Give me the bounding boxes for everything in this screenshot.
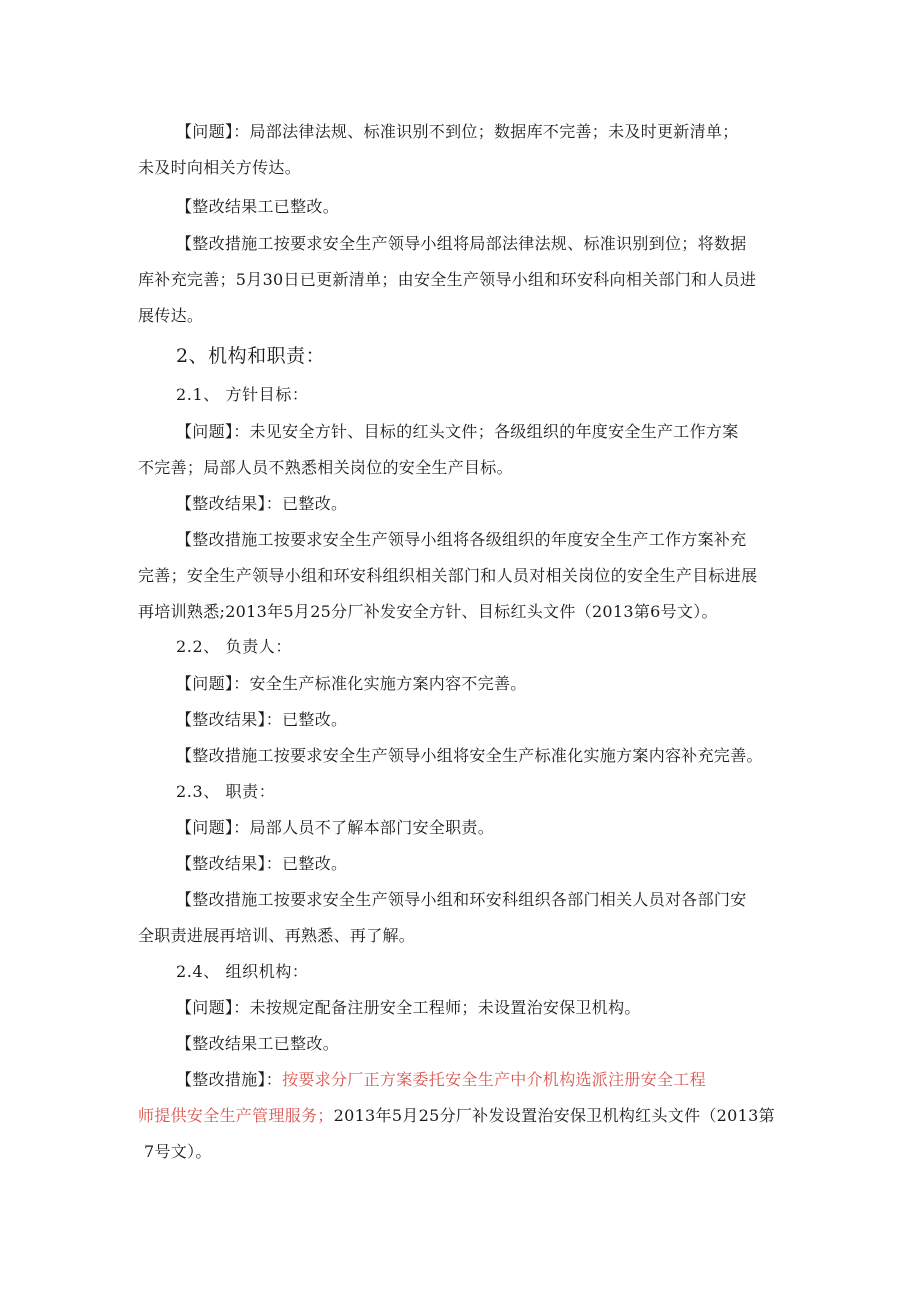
result-text: 【整改结果】：已整改。	[176, 710, 348, 729]
measure-text-rest: 2013年5月25分厂补发设置治安保卫机构红头文件（2013第	[333, 1106, 775, 1125]
measure-text-cont: 全职责进展再培训、再熟悉、再了解。	[138, 926, 416, 945]
measure-text-cont: 再培训熟悉;2013年5月25分厂补发安全方针、目标红头文件（2013第6号文）。	[138, 602, 718, 621]
problem-text: 【问题】：未按规定配备注册安全工程师；未设置治安保卫机构。	[176, 998, 641, 1017]
problem-text: 【问题】：安全生产标准化实施方案内容不完善。	[176, 674, 527, 693]
section-heading: 2、机构和职责：	[176, 345, 326, 367]
problem-text: 【问题】：未见安全方针、目标的红头文件；各级组织的年度安全生产工作方案	[176, 422, 739, 441]
measure-text-cont: 库补充完善；5月30日已更新清单；由安全生产领导小组和环安科向相关部门和人员进	[138, 270, 757, 289]
problem-text: 【问题】：局部人员不了解本部门安全职责。	[176, 818, 495, 837]
subsection-title: 2.3、 职责：	[176, 782, 276, 801]
measure-text: 【整改措施工按要求安全生产领导小组将局部法律法规、标准识别到位；将数据	[176, 234, 747, 253]
measure-text-cont	[138, 1106, 775, 1126]
measure-text: 【整改措施工按要求安全生产领导小组和环安科组织各部门相关人员对各部门安	[176, 890, 747, 909]
subsection-title: 2.2、 负责人：	[176, 637, 292, 656]
subsection-title: 2.1、 方针目标：	[176, 385, 309, 404]
result-text: 【整改结果】：已整改。	[176, 494, 348, 513]
measure-text-cont: 完善；安全生产领导小组和环安科组织相关部门和人员对相关岗位的安全生产目标进展	[138, 566, 758, 585]
problem-text-cont: 未及时向相关方传达。	[138, 158, 302, 177]
result-text: 【整改结果工已整改。	[176, 1034, 340, 1053]
problem-text: 【问题】：局部法律法规、标准识别不到位；数据库不完善；未及时更新清单；	[176, 122, 739, 141]
measure-text	[176, 1070, 706, 1090]
measure-label: 【整改措施】：	[176, 1070, 283, 1089]
measure-text: 【整改措施工按要求安全生产领导小组将各级组织的年度安全生产工作方案补充	[176, 530, 747, 549]
highlighted-text: 按要求分厂正方案委托安全生产中介机构选派注册安全工程	[282, 1070, 706, 1089]
result-text: 【整改结果】：已整改。	[176, 854, 348, 873]
measure-text-cont: 7号文）。	[144, 1142, 212, 1161]
problem-text-cont: 不完善；局部人员不熟悉相关岗位的安全生产目标。	[138, 458, 513, 477]
subsection-title: 2.4、 组织机构：	[176, 962, 309, 981]
measure-text: 【整改措施工按要求安全生产领导小组将安全生产标准化实施方案内容补充完善。	[176, 746, 763, 765]
measure-text-cont: 展传达。	[138, 306, 204, 325]
result-text: 【整改结果工已整改。	[176, 197, 340, 216]
highlighted-text: 师提供安全生产管理服务；	[138, 1106, 334, 1125]
